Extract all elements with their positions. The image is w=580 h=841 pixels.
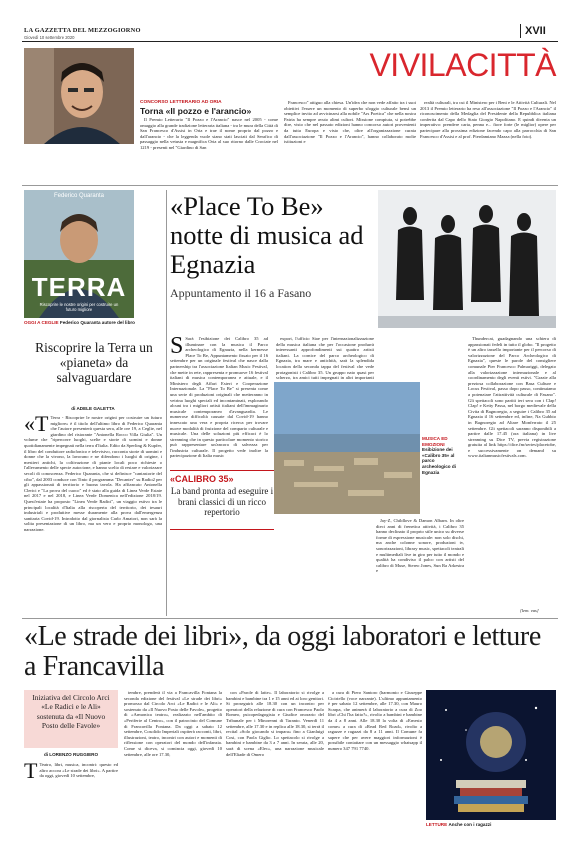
site-photo-caption-kicker: MUSICA ED EMOZIONI	[422, 436, 448, 447]
page-number: XVII	[520, 24, 546, 38]
premio-body-col2-text: Francesco" attiguo alla chiesa. Un'idea che non vede affatto tra i suoi obiettivi l'essere un momento di superbo sfoggio culturale bensì un semplice invito ad avvicinarsi alla nobile "Ars Poetica" che nella nostra Patria ha sempre avuto alimi cultori. Missione compiuta, si potrebbe dire, visto che nel passato edizioni hanno concorso autori provenienti da tutta Europa e visto che, oltre all'organizzazione curata dall'associazione "Il Pozzo e l'Arancio", hanno collaborato molte istituzioni e	[284, 100, 416, 145]
masthead-rule	[22, 41, 558, 42]
strade-body-col1	[24, 762, 118, 818]
portrait-photo-mazza	[24, 48, 134, 144]
strade-headline: «Le strade dei libri», da oggi laboratori e letture a Francavilla	[24, 621, 541, 682]
site-photo-caption-text: Esibizione dei «Calibro 35» al parco archeologico di Egnazia	[422, 447, 456, 475]
place-dropcap: S	[170, 336, 184, 359]
premio-body-col3-text: realtà culturali, tra cui il Ministero per i Beni e le Attività Culturali. Nel 2013 il Premio letterario ha reso all'associazione "Il Pozzo e l'Arancio" il riconoscimento della Medaglia del Presidente della Repubblica italiana conferita dal Capo dello Stato Giorgio Napolitano. E quindi diventa un imperativo: prendere carta, penna e... fiore forte (le miglior) opere per partecipare alla prossima edizione facendo capo alla parrocchia di San Francesco d'Assisi e al prof. Pierdamiano Mazza (nella foto).	[420, 100, 556, 139]
strade-sidebar	[24, 690, 118, 748]
strade-byline: di LORENZO RUGGIERO	[43, 752, 99, 757]
book-cover-author: Federico Quaranta	[53, 193, 105, 199]
terra-byline: di ADELE GALETTA	[71, 406, 115, 411]
terra-body-text: Terra - Riscoprire le nostre origini per costruire un futuro migliore» è il titolo dell'ultimo libro di Federico Quaranta che l'autore presenterà questa sera, alle ore 19, a Ceglie, nel giardino del ristorante "Antonella Rocco Villa Giulia". Un volume che "ripercorre luoghi, scelte e storie di uomini e donne quotidianamente impegnati nella terra d'Italia. Edito da Sperling & Kupfer, il libro del conduttore radiofonico e televisivo, racconta storie di uomini e donne che la vivono, la lavorano e ne difendono i luoghi di origine, i mestieri antichi, la coltivazione di piante locali poco richieste o l'allevamento delle specie autoctone, e hanno scelto di restare e valorizzare secoli di conoscenza. Federico Quaranta, che si definisce "cantastorie del cibo", dal 2003 conduce con Tinto il programma "Decanter" su Radio2 per gli appassionati di territorio e buona tavola. Ha affiancato Antonella Clerici e "La prova del cuoco" ed è stato alla guida di Linea Verde Estate nel 2017 e nel 2018, e Linea Verde Domenica nell'edizione 2018/19. Quest'estate ha proposto "Linea Verde Radici", un viaggio estivo tra le principali località d'Italia alla riscoperta del territorio, dei tesauri industriali e produttive messe duramente alla prova dall'emergenza sanitaria Covid-19. Introdotto dal giornalista Carlo Amatori, non sarà la solita presentazione di un libro, ma un vero e proprio monologo, una narrazione.	[24, 415, 162, 532]
strade-sidebar-text: Iniziativa del Circolo Arci «Le Radici e le Ali» sostenuta da «Il Nuovo Posto delle Favole»	[32, 693, 110, 731]
premio-body-col2	[284, 100, 416, 181]
strade-body-col3	[226, 690, 324, 818]
terra-photo-caption-text: Federico Quaranta autore del libro	[59, 320, 135, 325]
book-cover-tagline: Riscoprire le nostre origini per costruire un futuro migliore	[39, 302, 119, 312]
place-body-col4-text: Thundercat, guadagnando una schiera di appassionati fedeli in tutto il globo. "Il progetto è un altro tassello importante per il percorso di valorizzazione del Parco Archeologico di Egnazia", queste le parole del consigliere comunale Pier Francesco Palmariggi, delegato alla valorizzazione internazionale e al coordinamento degli eventi estivi. "Grazie alla preziosa collaborazione con Basa Culture e Locus Festival, passo dopo passo, continuiamo a potenziare l'attrattività culturale di Fasano". Gli spettacoli sono partiti ieri sera con i Clap! Clap! e Ketty Passa, nel borgo medievale della Civita di Bagnoregio, a seguire i Calibro 35 ad Egnazia il 16 settembre ed, infine, Na Gubbio in Bagnoregio ad Altare Monferrato il 25 settembre. Gli spettacoli saranno disponibili a partire dalle 17.45 (ora italiana) in live streaming su Dice TV, previa registrazione gratuita al link https://dice.fm/series/placetobe, e successivamente on demand su www.italianmusicfestivals.com.	[468, 336, 556, 459]
terra-headline: Riscoprire la Terra un «pianeta» da salvaguardare	[35, 340, 153, 385]
premio-kicker: CONCORSO LETTERARIO AD ORIA	[140, 100, 222, 105]
portrait-illustration	[24, 48, 134, 144]
site-photo-caption	[422, 436, 462, 475]
site-photo-egnazia	[274, 382, 420, 514]
strade-body-col4-text: a cura di Piero Santoro (harmonio e Giuseppe Ciciriello (voce narrante). L'ultimo appuntamento è per sabato 12 settembre, alle 17.30, con Mauro Scarpa, che animerà il laboratorio a cura di Zoo libri «Chi l'ha fatto?», rivolto a bambini e bambine da 4 a 8 anni. Alle 18.30 la volta di «Ernesto come» a cura di «Read Red Road», rivolto a ragazze e ragazzi da 8 a 11 anni. Il Comune fa sapere che per avere maggiori informazioni è possibile contattare con un messaggio whatsapp il numero 347 791 7740.	[328, 690, 422, 751]
masthead-newspaper: LA GAZZETTA DEL MEZZOGIORNO	[24, 27, 141, 34]
masthead-date: Giovedì 10 settembre 2020	[24, 35, 75, 40]
place-pullquote	[170, 470, 274, 530]
book-cover-terra	[24, 190, 134, 318]
terra-column-divider	[166, 190, 167, 616]
place-headline: «Place To Be» notte di musica ad Egnazia	[170, 191, 364, 279]
books-photo-caption-text: Anche con i ragazzi	[448, 822, 492, 827]
place-body-col3-text: Jay-Z, Childlove & Damon Albarn. In oltre dieci anni di frenetica attività, i Calibro 35 hanno declinato il proprio stile unico su diverse forme di espressione musicale: non solo dischi, ma anche colonne sonore, produzioni tv, sonorizzazioni, library music, spettacoli teatrali e multimediali live in giro per tutto il mondo e qualità ha condiviso il palco con artisti del calibro di Muse, Stereo Jones, Sun Ra Arkestra e	[376, 518, 464, 574]
site-photo-illustration	[274, 382, 420, 514]
book-cover-title: TERRA	[31, 272, 127, 302]
place-body-col4	[468, 336, 556, 608]
place-body-col2-text: export, l'ufficio Siae per l'internazionalizzazione della musica italiana che per l'occasione produrrà interessanti approfondimenti sui quattro artisti italiani. La cornice del parco archeologico di Egnazia, tra mare e antichità, sarà la splendida location della seconda tappa del festival che vede protagonisti i Calibro 35. Un gruppo nato quasi per scherzo, tra amici tutti impegnati in altri importanti	[276, 336, 374, 381]
strade-body-col4	[328, 690, 422, 818]
premio-body-col1-text: Il Premio Letterario "Il Pozzo e l'Arancio" nasce nel 2005 - come omaggio alla grande tradizione letteraria italiana - tra le mura della Città di San Francesco d'Assisi in Oria e trae il nome proprio dal pozzo e dall'arancio - che la leggenda vuole siano stati lasciati dal Serafico di passaggio nella vetusta e magnifica Oria al suo ritorno dalle Crociate nel 1219 - presenti nel "Giardino di San	[140, 117, 278, 150]
terra-photo-caption	[24, 320, 164, 326]
strade-body-col2-text: tembre, prenderà il via a Francavilla Fontana la seconda edizione del festival «Le strade dei libri» promosso dal Circolo Arci «Le Radici e le Ali» e sostenuto da «Il Nuovo Posto delle Favole», progetto di «Armonica teatro», realizzato nell'ambito di «Periferie al Centro», con il patrocinio del Comune di Francavilla Fontana. Da oggi a sabato 12 settembre, Cosolido Imperiali ospiterà racconti, libri, illustrazioni, teatro, incontri con autori e momenti di riflessione con operatori del mondo dell'infanzia. Come si diceva, si comincia oggi, giovedì 10 settembre, alle ore 17.30,	[124, 690, 222, 757]
books-photo-caption-kicker: LETTURE	[426, 822, 448, 827]
premio-body-col1	[140, 117, 278, 181]
band-photo-calibro35	[378, 190, 556, 328]
strade-body-col2	[124, 690, 222, 818]
place-signature: [lem. vas]	[520, 608, 539, 613]
premio-body-col3	[420, 100, 556, 181]
terra-body	[24, 415, 162, 615]
strade-body-col3-text: con «Parole di latte». Il laboratorio si rivolge a bambini e bambine tra 1 e 15 anni ed ai loro genitori. Si proseguirà alle 18.30 con un incontro per operatori della relazione di cura con Francesco Paolo Romeo, psicopedagogista e Giudice onorario del Tribunale per i Minorenni di Taranto. Venerdì 11 settembre, alle 17.30 e in replica alle 18.30, si terrà il recital «Solo giocando si impara» fino a Gianluigi Cosi, con Paola Giglio. Lo spettacolo si rivolge a bambini e bambine da 3 a 7 anni. In serata, alle 20, sarà di scena «Elec», una narrazione musicale dell'Eliade di Omero	[226, 690, 324, 757]
books-photo-illustration	[426, 690, 556, 820]
premio-title: Torna «Il pozzo e l'arancio»	[140, 106, 252, 116]
place-bottom-rule	[22, 618, 558, 619]
section-title: VIVILACITTÀ	[369, 47, 556, 83]
books-photo-caption	[426, 822, 556, 828]
band-photo-illustration	[378, 190, 556, 328]
place-body-col3	[376, 518, 464, 616]
terra-dropcap: «T	[24, 415, 49, 436]
premio-bottom-rule	[22, 185, 558, 186]
strade-body-col1-text: Teatro, libri, musica, incontri: questo ed altro accora «Le strade dei libri». A partire da oggi, giovedì 10 settembre,	[39, 762, 118, 779]
place-pullquote-kicker: «CALIBRO 35»	[170, 474, 234, 484]
place-subhead: Appuntamento il 16 a Fasano	[170, 286, 312, 300]
strade-dropcap: T	[24, 762, 38, 783]
place-body-col1-text: Sarà l'esibizione dei Calibro 35 ad illuminare con la musica il Parco archeologico di Egnazia, nella kermesse Place To Be, Appuntamento fissato per il 16 settembre per un originale festival che nasce dalla partnership tra l'associazione Italian Music Festival, che mette in rete, rappresenta e promuove 16 festival italiani di musica contemporanea e attuale, e il Ministero degli Affari Esteri e Cooperazione Internazionale. La "Place To Be" si presenta come una serie di produzioni originali che metteranno in vetrina luoghi speciali ed incontaminati, esplorando alcuni tra i migliori artisti italiani dell'immaginario musicale contemporaneo d'avanguardia. Le numerose difficoltà causate dal Covid-19 hanno innescato una vera e propria ricerca per trovare nuove modalità di fruizione del comparto culturale e musicale. Una delle soluzioni più efficaci è lo streaming che in questo particolare momento storico può rappresentare un'ancora di salvezza per l'industria culturale. Il progetto vede inoltre la partecipazione di Italia music	[170, 336, 268, 459]
books-photo	[426, 690, 556, 820]
place-pullquote-text: La band pronta ad eseguire i brani classici di un ricco repertorio	[170, 486, 274, 517]
terra-photo-caption-kicker: OGGI A CEGLIE	[24, 320, 59, 325]
